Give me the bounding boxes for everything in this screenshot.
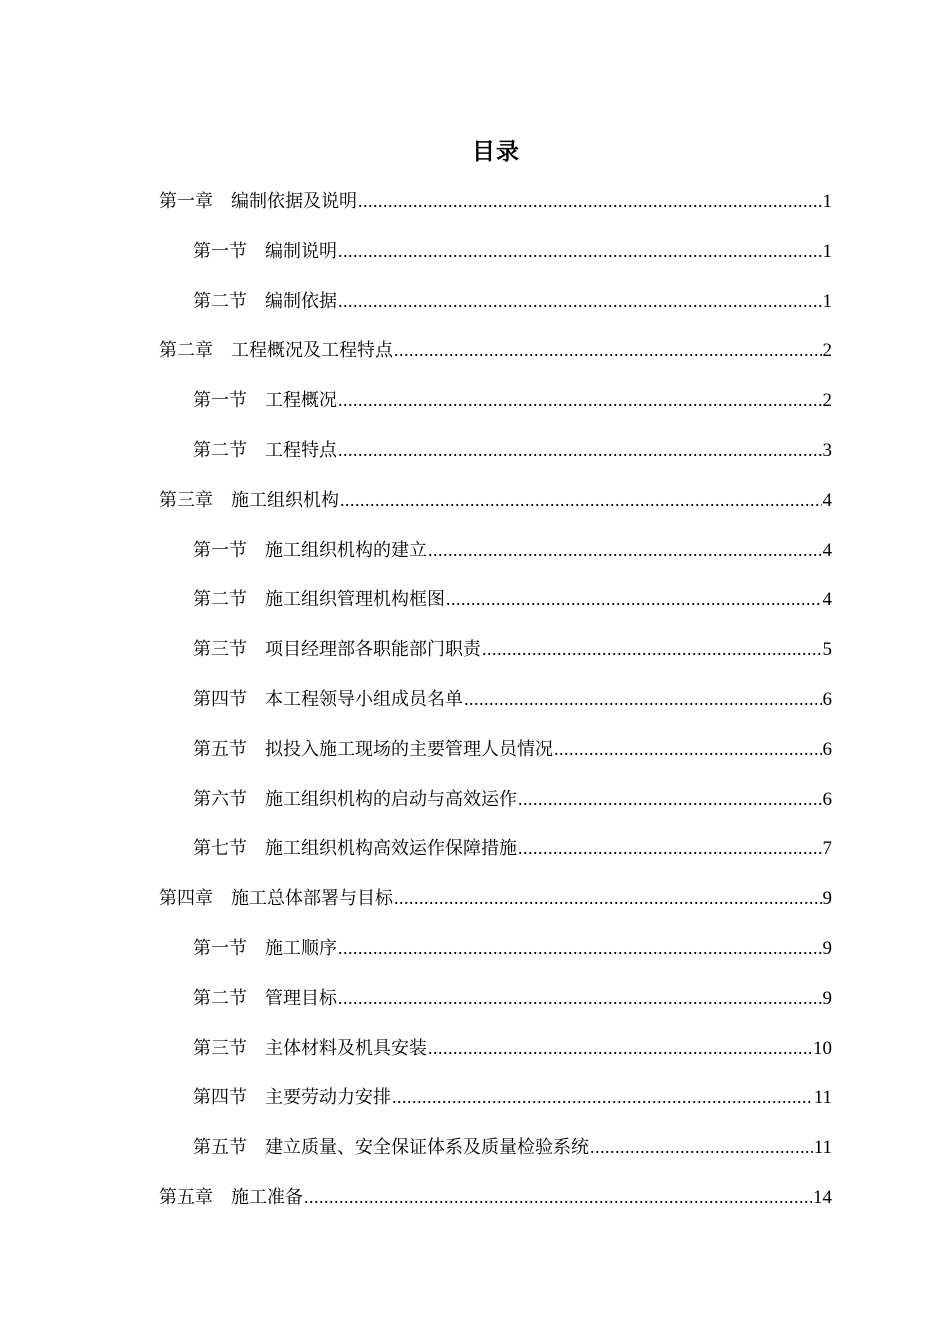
entry-title: 施工组织机构的建立 [265, 539, 427, 561]
entry-page-number: 6 [822, 738, 832, 760]
toc-section-entry [193, 933, 832, 963]
entry-page-number: 4 [822, 539, 832, 561]
entry-label: 第五章 [159, 1187, 213, 1208]
entry-title: 施工准备 [231, 1187, 303, 1208]
toc-section-entry [193, 833, 832, 863]
dot-leader [517, 833, 822, 863]
toc-section-entry [193, 584, 832, 614]
toc-section-entry [193, 535, 832, 565]
entry-label: 第七节 [193, 838, 247, 860]
entry-label: 第一节 [193, 390, 247, 412]
dot-leader [481, 634, 822, 664]
toc-chapter-entry [159, 883, 832, 913]
dot-leader [589, 1132, 813, 1162]
entry-label: 第五节 [193, 1137, 247, 1159]
entry-label: 第二节 [193, 987, 247, 1009]
dot-leader [337, 236, 822, 266]
toc-title: 目录 [472, 139, 520, 165]
entry-label: 第二节 [193, 440, 247, 461]
entry-label: 第一节 [193, 240, 247, 262]
toc-section-entry [193, 684, 832, 714]
entry-title: 主要劳动力安排 [265, 1087, 391, 1109]
entry-title: 施工组织机构的启动与高效运作 [265, 788, 517, 810]
toc-section-entry [193, 385, 832, 415]
entry-page-number: 1 [822, 290, 832, 312]
entry-page-number: 11 [813, 1087, 832, 1109]
entry-page-number: 9 [822, 938, 832, 959]
entry-title: 施工组织机构 [231, 489, 339, 511]
entry-page-number: 3 [822, 440, 832, 461]
toc-section-entry [193, 983, 832, 1013]
dot-leader [303, 1182, 812, 1212]
entry-label: 第四节 [193, 689, 247, 710]
entry-label: 第六节 [193, 788, 247, 810]
entry-label: 第三节 [193, 639, 247, 661]
dot-leader [337, 286, 822, 316]
entry-page-number: 6 [822, 788, 832, 810]
entry-page-number: 4 [822, 589, 832, 611]
entry-label: 第三节 [193, 1037, 247, 1059]
entry-title: 编制说明 [265, 240, 337, 262]
dot-leader [553, 734, 822, 764]
entry-page-number: 14 [813, 1187, 832, 1208]
entry-page-number: 1 [822, 191, 832, 212]
toc-section-entry [193, 1033, 832, 1063]
entry-label: 第一节 [193, 938, 247, 959]
dot-leader [463, 684, 822, 714]
entry-title: 建立质量、安全保证体系及质量检验系统 [265, 1137, 589, 1159]
entry-title: 工程概况 [265, 390, 337, 412]
entry-title: 施工顺序 [265, 938, 337, 959]
entry-title: 本工程领导小组成员名单 [265, 689, 463, 710]
entry-label: 第一章 [159, 191, 213, 212]
dot-leader [391, 1082, 813, 1112]
dot-leader [517, 784, 822, 814]
entry-title: 施工组织机构高效运作保障措施 [265, 838, 517, 860]
entry-title: 拟投入施工现场的主要管理人员情况 [265, 738, 553, 760]
entry-title: 主体材料及机具安装 [265, 1037, 427, 1059]
entry-label: 第三章 [159, 489, 213, 511]
entry-page-number: 11 [813, 1137, 832, 1159]
entry-title: 项目经理部各职能部门职责 [265, 639, 481, 661]
entry-page-number: 5 [822, 639, 832, 661]
entry-label: 第一节 [193, 539, 247, 561]
toc-chapter-entry [159, 1182, 832, 1212]
entry-page-number: 9 [822, 987, 832, 1009]
entry-title: 施工总体部署与目标 [231, 888, 393, 910]
dot-leader [393, 883, 822, 913]
toc-section-entry [193, 784, 832, 814]
entry-page-number: 2 [822, 340, 832, 362]
dot-leader [445, 584, 822, 614]
toc-chapter-entry [159, 485, 832, 515]
entry-page-number: 2 [822, 390, 832, 412]
toc-section-entry [193, 286, 832, 316]
dot-leader [337, 933, 822, 963]
entry-page-number: 1 [822, 240, 832, 262]
entry-label: 第五节 [193, 738, 247, 760]
entry-page-number: 4 [822, 489, 832, 511]
dot-leader [337, 983, 822, 1013]
dot-leader [357, 186, 822, 216]
toc-section-entry [193, 734, 832, 764]
toc-section-entry [193, 634, 832, 664]
entry-label: 第二节 [193, 290, 247, 312]
entry-title: 工程特点 [265, 440, 337, 461]
entry-page-number: 6 [822, 689, 832, 710]
toc-chapter-entry [159, 335, 832, 365]
dot-leader [427, 535, 822, 565]
entry-page-number: 10 [813, 1037, 832, 1059]
entry-label: 第四节 [193, 1087, 247, 1109]
entry-page-number: 9 [822, 888, 832, 910]
entry-title: 工程概况及工程特点 [231, 340, 393, 362]
entry-label: 第二节 [193, 589, 247, 611]
toc-section-entry [193, 1132, 832, 1162]
dot-leader [339, 485, 822, 515]
dot-leader [427, 1033, 812, 1063]
entry-title: 编制依据及说明 [231, 191, 357, 212]
entry-label: 第二章 [159, 340, 213, 362]
toc-chapter-entry [159, 186, 832, 216]
dot-leader [393, 335, 822, 365]
toc-section-entry [193, 1082, 832, 1112]
entry-label: 第四章 [159, 888, 213, 910]
dot-leader [337, 435, 822, 465]
entry-title: 编制依据 [265, 290, 337, 312]
toc-section-entry [193, 435, 832, 465]
entry-title: 管理目标 [265, 987, 337, 1009]
entry-title: 施工组织管理机构框图 [265, 589, 445, 611]
entry-page-number: 7 [822, 838, 832, 860]
toc-section-entry [193, 236, 832, 266]
dot-leader [337, 385, 822, 415]
